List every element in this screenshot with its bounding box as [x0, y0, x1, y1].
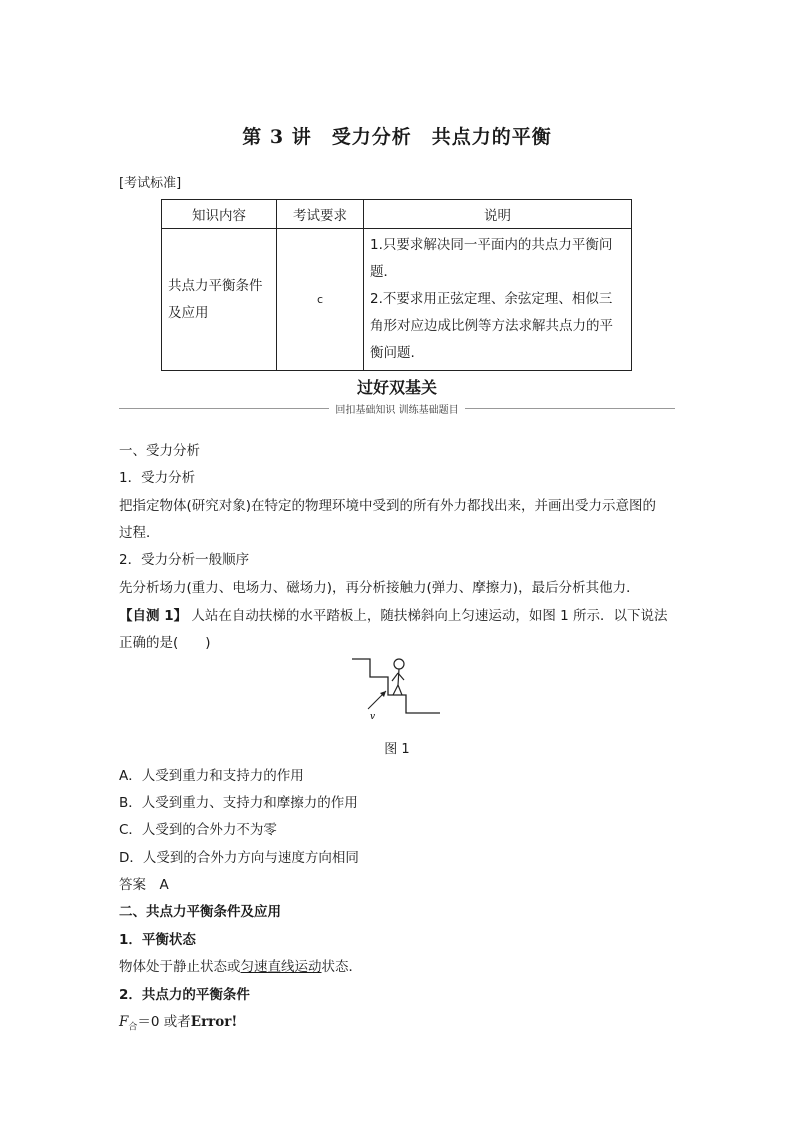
- section-subheading: [0, 401, 794, 416]
- question-line-a: [119, 604, 668, 624]
- part2-item1-title: 1．平衡状态: [119, 932, 196, 948]
- part2-item1-text-post: 状态．: [321, 959, 362, 975]
- question-text-b: 正确的是( ): [119, 635, 211, 651]
- part1-item2-title: 2．受力分析一般顺序: [119, 552, 250, 568]
- exam-standard-label: [考试标准]: [119, 176, 182, 191]
- person-figure: [392, 659, 404, 695]
- option-d: D．人受到的合外力方向与速度方向相同: [119, 850, 359, 866]
- section-subheading-text: 回扣基础知识 训练基础题目: [329, 405, 464, 416]
- note-line-2: 2.不要求用正弦定理、余弦定理、相似三角形对应边成比例等方法求解共点力的平衡问题.: [370, 291, 613, 361]
- escalator-steps: [352, 659, 440, 713]
- part2-heading: 二、共点力平衡条件及应用: [119, 904, 281, 920]
- table-cell-note: [364, 229, 632, 371]
- part1-item2-text: 先分析场力(重力、电场力、磁场力)，再分析接触力(弹力、摩擦力)，最后分析其他力．: [119, 580, 640, 596]
- part1-item1-text-a: 把指定物体(研究对象)在特定的物理环境中受到的所有外力都找出来，并画出受力示意图的: [119, 498, 657, 514]
- formula-rest: ＝0 或者: [137, 1014, 191, 1030]
- equilibrium-formula: [119, 1010, 237, 1033]
- formula-error: Error!: [190, 1014, 238, 1030]
- option-a: A．人受到重力和支持力的作用: [119, 768, 304, 784]
- exam-standard-table: [161, 199, 632, 371]
- table-row: [162, 229, 632, 371]
- question-text-a: 人站在自动扶梯的水平踏板上，随扶梯斜向上匀速运动，如图 1 所示．以下说法: [191, 608, 668, 624]
- figure-caption: 图 1: [384, 742, 410, 757]
- part2-item1-text: [119, 955, 362, 975]
- part2-item2-title: 2．共点力的平衡条件: [119, 987, 250, 1003]
- question-tag: 【自测 1】: [119, 608, 188, 624]
- part1-item1-title: 1．受力分析: [119, 470, 196, 486]
- note-line-1: 1.只要求解决同一平面内的共点力平衡问题．: [370, 237, 613, 280]
- section-heading: 过好双基关: [356, 378, 437, 397]
- table-cell-content: 共点力平衡条件及应用: [162, 229, 277, 371]
- part1-item1-text-b: 过程．: [119, 525, 160, 541]
- velocity-label: v: [370, 712, 376, 722]
- formula-f: F: [119, 1014, 129, 1030]
- table-header-requirement: 考试要求: [277, 200, 364, 229]
- answer-value: A: [159, 877, 169, 893]
- answer-line: [119, 873, 169, 893]
- page-title: 第 3 讲 受力分析 共点力的平衡: [242, 126, 552, 148]
- table-header-content: 知识内容: [162, 200, 277, 229]
- option-b: B．人受到重力、支持力和摩擦力的作用: [119, 795, 358, 811]
- option-c: C．人受到的合外力不为零: [119, 822, 277, 838]
- table-header-note: 说明: [364, 200, 632, 229]
- formula-sub: 合: [128, 1022, 138, 1033]
- table-header-row: [162, 200, 632, 229]
- part2-item1-text-pre: 物体处于静止状态或: [119, 959, 241, 975]
- table-cell-requirement: c: [277, 229, 364, 371]
- answer-label: 答案: [119, 877, 146, 893]
- part1-heading: 一、受力分析: [119, 443, 200, 459]
- escalator-figure: [348, 655, 448, 725]
- part2-item1-text-underlined: 匀速直线运动: [240, 959, 322, 975]
